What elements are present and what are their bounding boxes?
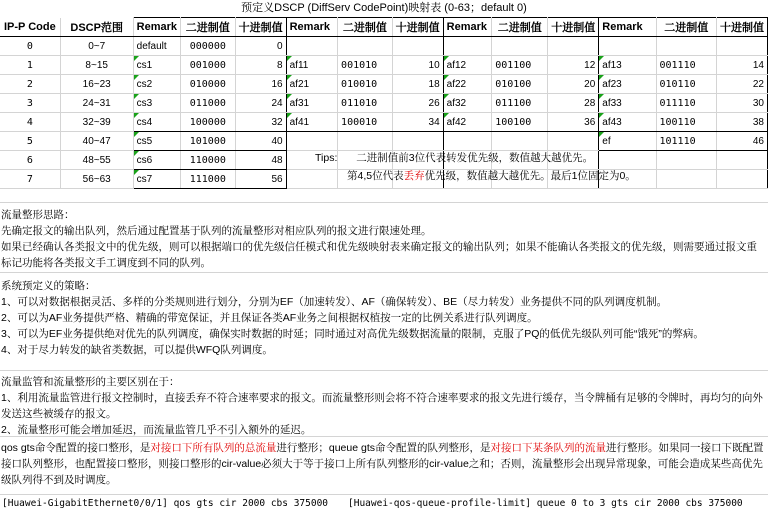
table-row xyxy=(0,113,768,132)
shaping-idea-section xyxy=(1,207,765,271)
table-cell: 46 xyxy=(716,132,767,151)
paragraph: 先确定报文的输出队列，然后通过配置基于队列的流量整形对相应队列的报文进行限速处理。 xyxy=(1,225,432,237)
table-cell: 36 xyxy=(548,113,599,132)
table-cell: ef xyxy=(599,132,656,151)
command-interface-shaping: [Huawei-GigabitEthernet0/0/1] qos gts cir 2000 cbs 375000 xyxy=(2,498,329,509)
paragraph: 如果已经确认各类报文中的优先级，则可以根据端口的优先级信任模式和优先级映射表来确定报文的输出队列；如果不能确认各类报文的优先级，则需要通过报文重标记功能将各类报文手工调度到不同的队列。 xyxy=(1,241,757,269)
table-cell: 34 xyxy=(392,113,443,132)
table-cell: 111000 xyxy=(181,170,236,189)
text: 进行整形；queue gts命令配置的队列整形，是 xyxy=(276,442,491,454)
row-divider xyxy=(0,370,768,371)
tip-text-2-red: 丢弃 xyxy=(403,170,425,182)
table-row xyxy=(0,37,768,56)
table-cell: 56 xyxy=(235,170,286,189)
table-cell: af33 xyxy=(599,94,656,113)
table-cell xyxy=(599,37,656,56)
column-header: 十进制值 xyxy=(235,18,286,37)
table-cell xyxy=(392,132,443,151)
list-item: 3、可以为EF业务提供绝对优先的队列调度，确保实时数据的时延；同时通过对高优先级数据流量的限制，克服了PQ的低优先级队列可能“饿死”的弊病。 xyxy=(1,328,704,340)
table-cell: af23 xyxy=(599,75,656,94)
highlight-text: 对接口下所有队列的总流量 xyxy=(150,442,277,454)
table-cell xyxy=(716,151,767,170)
list-item: 4、对于尽力转发的缺省类数据，可以提供WFQ队列调度。 xyxy=(1,344,273,356)
table-cell: 6 xyxy=(0,151,60,170)
table-title: 预定义DSCP (DiffServ CodePoint)映射表 (0-63；default 0) xyxy=(241,2,527,14)
table-cell: 28 xyxy=(548,94,599,113)
table-cell: cs3 xyxy=(133,94,180,113)
table-cell: cs6 xyxy=(133,151,180,170)
table-cell: 48~55 xyxy=(60,151,133,170)
table-cell: 001100 xyxy=(492,56,548,75)
table-cell xyxy=(716,37,767,56)
tip-text-2a: 第4,5位代表 xyxy=(347,170,404,182)
table-cell: 100010 xyxy=(338,113,393,132)
table-cell: af43 xyxy=(599,113,656,132)
table-cell xyxy=(492,132,548,151)
table-cell: 110000 xyxy=(181,151,236,170)
table-cell xyxy=(656,151,716,170)
table-cell: cs2 xyxy=(133,75,180,94)
table-cell xyxy=(656,37,716,56)
text: qos gts命令配置的接口整形，是 xyxy=(1,442,151,454)
section-heading: 流量整形思路： xyxy=(1,209,75,221)
paragraph xyxy=(1,440,765,488)
table-cell: 16~23 xyxy=(60,75,133,94)
table-cell: cs4 xyxy=(133,113,180,132)
column-header: Remark xyxy=(599,18,656,37)
table-cell: 40~47 xyxy=(60,132,133,151)
column-header: DSCP范围 xyxy=(60,18,133,37)
table-cell: 38 xyxy=(716,113,767,132)
table-cell xyxy=(716,170,767,189)
column-header: 二进制值 xyxy=(656,18,716,37)
column-header: 十进制值 xyxy=(716,18,767,37)
table-cell: 0 xyxy=(0,37,60,56)
table-cell: cs5 xyxy=(133,132,180,151)
highlight-text: 对接口下某条队列的流量 xyxy=(490,442,606,454)
table-cell: 100000 xyxy=(181,113,236,132)
table-cell: 8~15 xyxy=(60,56,133,75)
table-cell: 14 xyxy=(716,56,767,75)
table-cell xyxy=(443,37,492,56)
column-header: 二进制值 xyxy=(338,18,393,37)
table-cell: 4 xyxy=(0,113,60,132)
table-cell xyxy=(599,151,656,170)
section-heading: 流量监管和流量整形的主要区别在于： xyxy=(1,376,180,388)
table-cell: 24~31 xyxy=(60,94,133,113)
table-cell: 48 xyxy=(235,151,286,170)
table-cell: 5 xyxy=(0,132,60,151)
table-cell: 22 xyxy=(716,75,767,94)
table-cell: af12 xyxy=(443,56,492,75)
table-cell: 32 xyxy=(235,113,286,132)
table-header-row xyxy=(0,18,768,37)
gts-note-section xyxy=(1,440,765,488)
tip-line-2 xyxy=(347,168,636,183)
table-cell: 010010 xyxy=(338,75,393,94)
table-cell: 32~39 xyxy=(60,113,133,132)
tip-text-1: 二进制值前3位代表转发优先级，数值越大越优先。 xyxy=(356,152,594,164)
table-cell: af22 xyxy=(443,75,492,94)
table-row xyxy=(0,75,768,94)
row-divider xyxy=(0,272,768,273)
table-cell: default xyxy=(133,37,180,56)
table-cell: 30 xyxy=(716,94,767,113)
table-row xyxy=(0,56,768,75)
list-item: 2、流量整形可能会增加延迟，而流量监管几乎不引入额外的延迟。 xyxy=(1,424,312,436)
table-cell: 16 xyxy=(235,75,286,94)
table-cell: 010100 xyxy=(492,75,548,94)
list-item: 2、可以为AF业务提供严格、精确的带宽保证，并且保证各类AF业务之间根据权植按一定的比例关系进行队列调度。 xyxy=(1,312,538,324)
table-cell: 12 xyxy=(548,56,599,75)
table-cell: af21 xyxy=(286,75,337,94)
table-cell: 010110 xyxy=(656,75,716,94)
text: 进行整形。如果同一接口下既配置接口队列整形，也配置接口整形，则接口整形的cir-value必须大于等于接口上所有队列整形的cir-value之和；否则，流量整形会出现异常现象，可能会造成某些高优先级队列得不到及时调度。 xyxy=(1,442,764,486)
table-cell: cs7 xyxy=(133,170,180,189)
command-queue-shaping: [Huawei-qos-queue-profile-limit] queue 0 to 3 gts cir 2000 cbs 375000 xyxy=(348,498,743,509)
table-cell: 1 xyxy=(0,56,60,75)
table-cell: 101110 xyxy=(656,132,716,151)
tips-label: Tips: xyxy=(315,152,338,164)
table-row xyxy=(0,132,768,151)
table-cell: af32 xyxy=(443,94,492,113)
column-header: Remark xyxy=(133,18,180,37)
table-cell: 3 xyxy=(0,94,60,113)
tip-line-1 xyxy=(315,150,593,165)
table-cell: 8 xyxy=(235,56,286,75)
policing-vs-shaping-section xyxy=(1,374,765,438)
column-header: IP-P Code xyxy=(0,18,60,37)
table-cell xyxy=(548,132,599,151)
table-cell: 011010 xyxy=(338,94,393,113)
table-cell: 100110 xyxy=(656,113,716,132)
table-row xyxy=(0,94,768,113)
table-cell: 100100 xyxy=(492,113,548,132)
table-cell: 101000 xyxy=(181,132,236,151)
table-cell: 011000 xyxy=(181,94,236,113)
table-cell: 011100 xyxy=(492,94,548,113)
table-cell: 0~7 xyxy=(60,37,133,56)
tip-text-2b: 优先级，数值越大越优先。最后1位固定为0。 xyxy=(424,170,636,182)
table-cell: 7 xyxy=(0,170,60,189)
table-cell: 001010 xyxy=(338,56,393,75)
table-cell xyxy=(548,37,599,56)
table-cell: 0 xyxy=(235,37,286,56)
table-cell xyxy=(338,37,393,56)
table-cell: af31 xyxy=(286,94,337,113)
table-cell xyxy=(656,170,716,189)
table-cell: 10 xyxy=(392,56,443,75)
table-cell: 000000 xyxy=(181,37,236,56)
list-item: 1、利用流量监管进行报文控制时，直接丢弃不符合速率要求的报文。而流量整形则会将不符合速率要求的报文先进行缓存，当令牌桶有足够的令牌时，再均匀的向外发送这些被缓存的报文。 xyxy=(1,392,763,420)
table-cell: 26 xyxy=(392,94,443,113)
table-cell: af42 xyxy=(443,113,492,132)
column-header: 十进制值 xyxy=(392,18,443,37)
table-cell xyxy=(492,37,548,56)
column-header: 二进制值 xyxy=(492,18,548,37)
column-header: Remark xyxy=(443,18,492,37)
predefined-policy-section xyxy=(1,278,765,358)
table-cell: af41 xyxy=(286,113,337,132)
table-cell: af13 xyxy=(599,56,656,75)
column-header: 二进制值 xyxy=(181,18,236,37)
table-cell xyxy=(286,132,337,151)
table-cell: af11 xyxy=(286,56,337,75)
table-cell: 001110 xyxy=(656,56,716,75)
row-divider xyxy=(0,202,768,203)
table-cell: 001000 xyxy=(181,56,236,75)
table-cell xyxy=(338,132,393,151)
table-cell: 24 xyxy=(235,94,286,113)
table-cell: 011110 xyxy=(656,94,716,113)
table-cell xyxy=(286,170,337,189)
table-cell: 2 xyxy=(0,75,60,94)
table-cell: 18 xyxy=(392,75,443,94)
table-cell: 20 xyxy=(548,75,599,94)
table-cell: 56~63 xyxy=(60,170,133,189)
column-header: 十进制值 xyxy=(548,18,599,37)
column-header: Remark xyxy=(286,18,337,37)
list-item: 1、可以对数据根据灵活、多样的分类规则进行划分，分别为EF（加速转发）、AF（确保转发）、BE（尽力转发）业务提供不同的队列调度机制。 xyxy=(1,296,668,308)
row-divider xyxy=(0,494,768,495)
table-cell: 40 xyxy=(235,132,286,151)
section-heading: 系统预定义的策略： xyxy=(1,280,96,292)
table-cell xyxy=(443,132,492,151)
row-divider xyxy=(0,436,768,437)
table-cell xyxy=(286,37,337,56)
table-cell xyxy=(392,37,443,56)
table-cell: cs1 xyxy=(133,56,180,75)
table-cell: 010000 xyxy=(181,75,236,94)
